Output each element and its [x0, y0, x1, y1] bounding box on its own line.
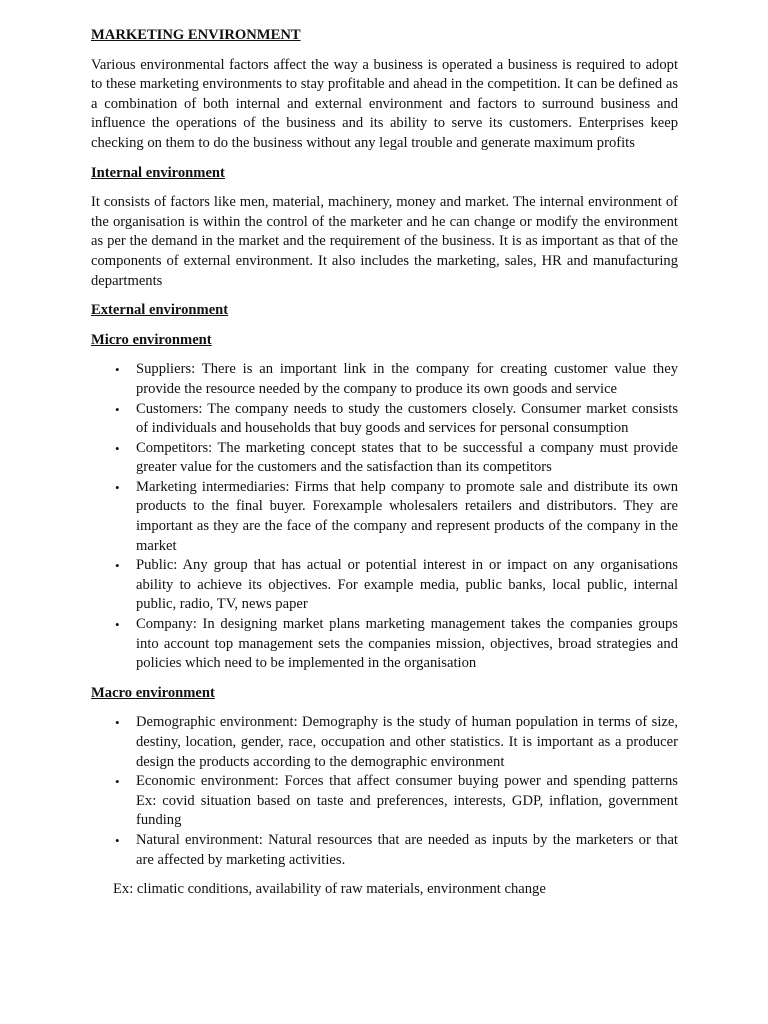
bullet-icon: • — [115, 401, 120, 417]
list-item — [115, 713, 678, 772]
list-item-text: Marketing intermediaries: Firms that help company to promote sale and distribute its own products to the final buyer. Forexample wholesalers retailers and distributors. They are important as they are the face of the company and represent products of the company in the market — [136, 478, 678, 554]
intro-paragraph: Various environmental factors affect the way a business is operated a business is required to adopt to these marketing environments to stay profitable and ahead in the competition. It can be defined as a combination of both internal and external environment and factors to surround business and influence the operations of the business and its ability to serve its customers. Enterprises keep checking on them to do the business without any legal trouble and generate maximum profits — [91, 56, 678, 151]
list-item — [115, 772, 678, 831]
list-item — [115, 360, 678, 399]
list-item-text: Economic environment: Forces that affect consumer buying power and spending patterns Ex: covid situation based on taste and preferences, interests, GDP, inflation, government funding — [136, 773, 678, 829]
macro-environment-heading: Macro environment — [91, 684, 215, 701]
bullet-icon: • — [115, 832, 120, 848]
list-item — [115, 831, 678, 870]
list-item-text: Demographic environment: Demography is the study of human population in terms of size, destiny, location, gender, race, occupation and other statistics. It is important as a producer design the products according to the demographic environment — [136, 714, 678, 770]
external-environment-heading: External environment — [91, 302, 229, 319]
list-item — [115, 400, 678, 439]
list-item-text: Company: In designing market plans marketing management takes the companies groups into account top management sets the companies mission, objectives, broad strategies and policies which need to be implemented in the organisation — [136, 616, 678, 672]
bullet-icon: • — [115, 362, 120, 378]
document-title: MARKETING ENVIRONMENT — [91, 27, 301, 43]
bullet-icon: • — [115, 617, 120, 633]
list-item-text: Competitors: The marketing concept states that to be successful a company must provide greater value for the customers and the satisfaction than its competitors — [136, 439, 678, 476]
bullet-icon: • — [115, 479, 120, 495]
list-item-text: Public: Any group that has actual or potential interest in or impact on any organisations ability to achieve its objectives. For example media, public banks, local public, internal public, radio, TV, news paper — [136, 557, 678, 613]
bullet-icon: • — [115, 715, 120, 731]
list-item — [115, 556, 678, 615]
macro-environment-list — [91, 713, 678, 870]
macro-example-line: Ex: climatic conditions, availability of raw materials, environment change — [113, 881, 546, 898]
internal-environment-paragraph: It consists of factors like men, material, machinery, money and market. The internal environment of the organisation is within the control of the marketer and he can change or modify the environment as per the demand in the market and the requirement of the business. It is as important as that of the components of external environment. It also includes the marketing, sales, HR and manufacturing departments — [91, 194, 678, 289]
list-item — [115, 478, 678, 556]
micro-environment-heading: Micro environment — [91, 331, 212, 348]
list-item-text: Customers: The company needs to study the customers closely. Consumer market consists of individuals and households that buy goods and services for personal consumption — [136, 400, 678, 437]
bullet-icon: • — [115, 440, 120, 456]
list-item — [115, 439, 678, 478]
list-item — [115, 615, 678, 674]
micro-environment-list — [91, 360, 678, 674]
internal-environment-heading: Internal environment — [91, 164, 225, 181]
bullet-icon: • — [115, 774, 120, 790]
list-item-text: Natural environment: Natural resources that are needed as inputs by the marketers or that are affected by marketing activities. — [136, 831, 678, 868]
bullet-icon: • — [115, 558, 120, 574]
list-item-text: Suppliers: There is an important link in the company for creating customer value they provide the resource needed by the company to produce its own goods and service — [136, 361, 678, 397]
